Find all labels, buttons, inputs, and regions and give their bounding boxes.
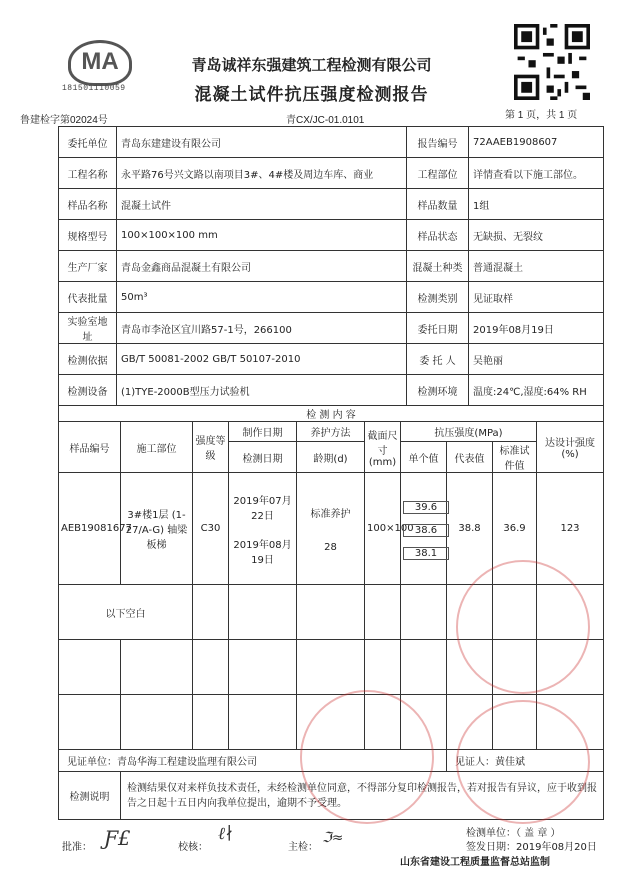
single-value: 39.6 bbox=[403, 501, 449, 514]
row-dates bbox=[229, 473, 297, 585]
entruster-label: 委 托 人 bbox=[407, 344, 469, 375]
issue-date bbox=[466, 838, 597, 853]
info-table bbox=[58, 126, 604, 406]
ma-number: 181501110059 bbox=[62, 84, 126, 93]
batch-value: 50m³ bbox=[117, 282, 407, 313]
sample-name-label: 样品名称 bbox=[59, 189, 117, 220]
sample-name-value: 混凝土试件 bbox=[117, 189, 407, 220]
client-value: 青岛东建建设有限公司 bbox=[117, 127, 407, 158]
approve-signature-icon: Ƒ£ bbox=[104, 826, 131, 850]
header-std: 标准试件值 bbox=[493, 442, 537, 473]
report-no-value: 72AAEB1908607 bbox=[469, 127, 604, 158]
test-type-value: 见证取样 bbox=[469, 282, 604, 313]
lab-addr-value: 青岛市李沧区宜川路57-1号，266100 bbox=[117, 313, 407, 344]
header-sample-no: 样品编号 bbox=[59, 422, 121, 473]
single-value: 38.6 bbox=[403, 524, 449, 537]
header-grade: 强度等级 bbox=[193, 422, 229, 473]
basis-value: GB/T 50081-2002 GB/T 50107-2010 bbox=[117, 344, 407, 375]
report-title: 混凝土试件抗压强度检测报告 bbox=[194, 85, 429, 105]
check-signature-icon: ℓ∤ bbox=[218, 824, 234, 844]
equipment-label: 检测设备 bbox=[59, 375, 117, 406]
blank-note: 以下空白 bbox=[59, 585, 193, 640]
concrete-type-label: 混凝土种类 bbox=[407, 251, 469, 282]
test-type-label: 检测类别 bbox=[407, 282, 469, 313]
spec-value: 100×100×100 mm bbox=[117, 220, 407, 251]
supervisor-note: 山东省建设工程质量监督总站监制 bbox=[400, 857, 550, 868]
witness-person-label: 见证人： bbox=[455, 757, 495, 768]
sample-qty-value: 1组 bbox=[469, 189, 604, 220]
sample-qty-label: 样品数量 bbox=[407, 189, 469, 220]
report-no-label: 报告编号 bbox=[407, 127, 469, 158]
unit-label: 检测单位：（ 盖 章 ） bbox=[466, 828, 561, 839]
header-ratio: 达设计强度(%) bbox=[537, 422, 604, 473]
maker-value: 青岛金鑫商品混凝土有限公司 bbox=[117, 251, 407, 282]
batch-label: 代表批量 bbox=[59, 282, 117, 313]
maker-label: 生产厂家 bbox=[59, 251, 117, 282]
red-stamp-icon bbox=[456, 700, 590, 824]
sample-state-value: 无缺损、无裂纹 bbox=[469, 220, 604, 251]
equipment-value: (1)TYE-2000B型压力试验机 bbox=[117, 375, 407, 406]
row-make-date: 2019年07月22日 bbox=[233, 495, 292, 522]
header-strength: 抗压强度(MPa) bbox=[401, 422, 537, 442]
row-singles bbox=[401, 473, 447, 585]
concrete-type-value: 普通混凝土 bbox=[469, 251, 604, 282]
spec-label: 规格型号 bbox=[59, 220, 117, 251]
notes-text: 检测结果仅对来样负技术责任，未经检测单位同意，不得部分复印检测报告，若对报告有异议，应于收到报告之日起十五日内向我单位提出，逾期不予受理。 bbox=[121, 772, 604, 820]
row-ratio: 123 bbox=[537, 473, 604, 585]
row-std: 36.9 bbox=[493, 473, 537, 585]
witness-unit-label: 见证单位： bbox=[67, 757, 117, 768]
company-name: 青岛诚祥东强建筑工程检测有限公司 bbox=[191, 56, 432, 74]
inspect-signature-icon: ℑ≈ bbox=[322, 830, 344, 846]
part-label: 工程部位 bbox=[407, 158, 469, 189]
project-label: 工程名称 bbox=[59, 158, 117, 189]
row-curing: 标准养护 bbox=[310, 508, 351, 520]
lab-addr-label: 实验室地址 bbox=[59, 313, 117, 344]
env-value: 温度:24℃,湿度:64% RH bbox=[469, 375, 604, 406]
project-value: 永平路76号兴文路以南项目3#、4#楼及周边车库、商业 bbox=[117, 158, 407, 189]
row-section: 100×100 bbox=[365, 473, 401, 585]
doc-code: 青CX/JC-01.0101 bbox=[286, 115, 365, 126]
header-make-date: 制作日期 bbox=[229, 422, 297, 442]
witness-unit-value: 青岛华海工程建设监理有限公司 bbox=[117, 757, 257, 768]
header-age: 龄期(d) bbox=[297, 442, 365, 473]
approve-label: 批准： bbox=[62, 842, 92, 853]
ma-logo: MA bbox=[68, 40, 132, 86]
check-label: 校核： bbox=[178, 842, 208, 853]
notes-label: 检测说明 bbox=[59, 772, 121, 820]
inspect-label: 主检： bbox=[288, 842, 318, 853]
page-info: 第 1 页，共 1 页 bbox=[505, 110, 578, 121]
witness-person-value: 黄佳斌 bbox=[495, 757, 525, 768]
basis-label: 检测依据 bbox=[59, 344, 117, 375]
entrust-date-label: 委托日期 bbox=[407, 313, 469, 344]
part-value: 详情查看以下施工部位。 bbox=[469, 158, 604, 189]
sample-state-label: 样品状态 bbox=[407, 220, 469, 251]
row-sample-no: AEB19081677 bbox=[59, 473, 121, 585]
entrust-date-value: 2019年08月19日 bbox=[469, 313, 604, 344]
row-test-date: 2019年08月19日 bbox=[233, 539, 292, 566]
row-grade: C30 bbox=[193, 473, 229, 585]
section-title: 检 测 内 容 bbox=[59, 406, 604, 422]
client-label: 委托单位 bbox=[59, 127, 117, 158]
qr-code-icon bbox=[514, 24, 590, 100]
row-curing-age bbox=[297, 473, 365, 585]
header-rep: 代表值 bbox=[447, 442, 493, 473]
red-stamp-icon bbox=[456, 560, 590, 694]
entruster-value: 吴艳丽 bbox=[469, 344, 604, 375]
row-part: 3#楼1层 (1-27/A-G) 轴梁板梯 bbox=[121, 473, 193, 585]
red-stamp-icon bbox=[300, 690, 434, 824]
env-label: 检测环境 bbox=[407, 375, 469, 406]
single-value: 38.1 bbox=[403, 547, 449, 560]
header-curing: 养护方法 bbox=[297, 422, 365, 442]
header-single: 单个值 bbox=[401, 442, 447, 473]
qualification-number: 鲁建检字第02024号 bbox=[20, 115, 108, 126]
issue-date-label: 签发日期： bbox=[466, 842, 516, 853]
header-section: 截面尺寸(mm) bbox=[365, 422, 401, 473]
header-part: 施工部位 bbox=[121, 422, 193, 473]
row-rep: 38.8 bbox=[447, 473, 493, 585]
issue-date-value: 2019年08月20日 bbox=[516, 842, 597, 853]
header-test-date: 检测日期 bbox=[229, 442, 297, 473]
row-age: 28 bbox=[324, 541, 337, 553]
